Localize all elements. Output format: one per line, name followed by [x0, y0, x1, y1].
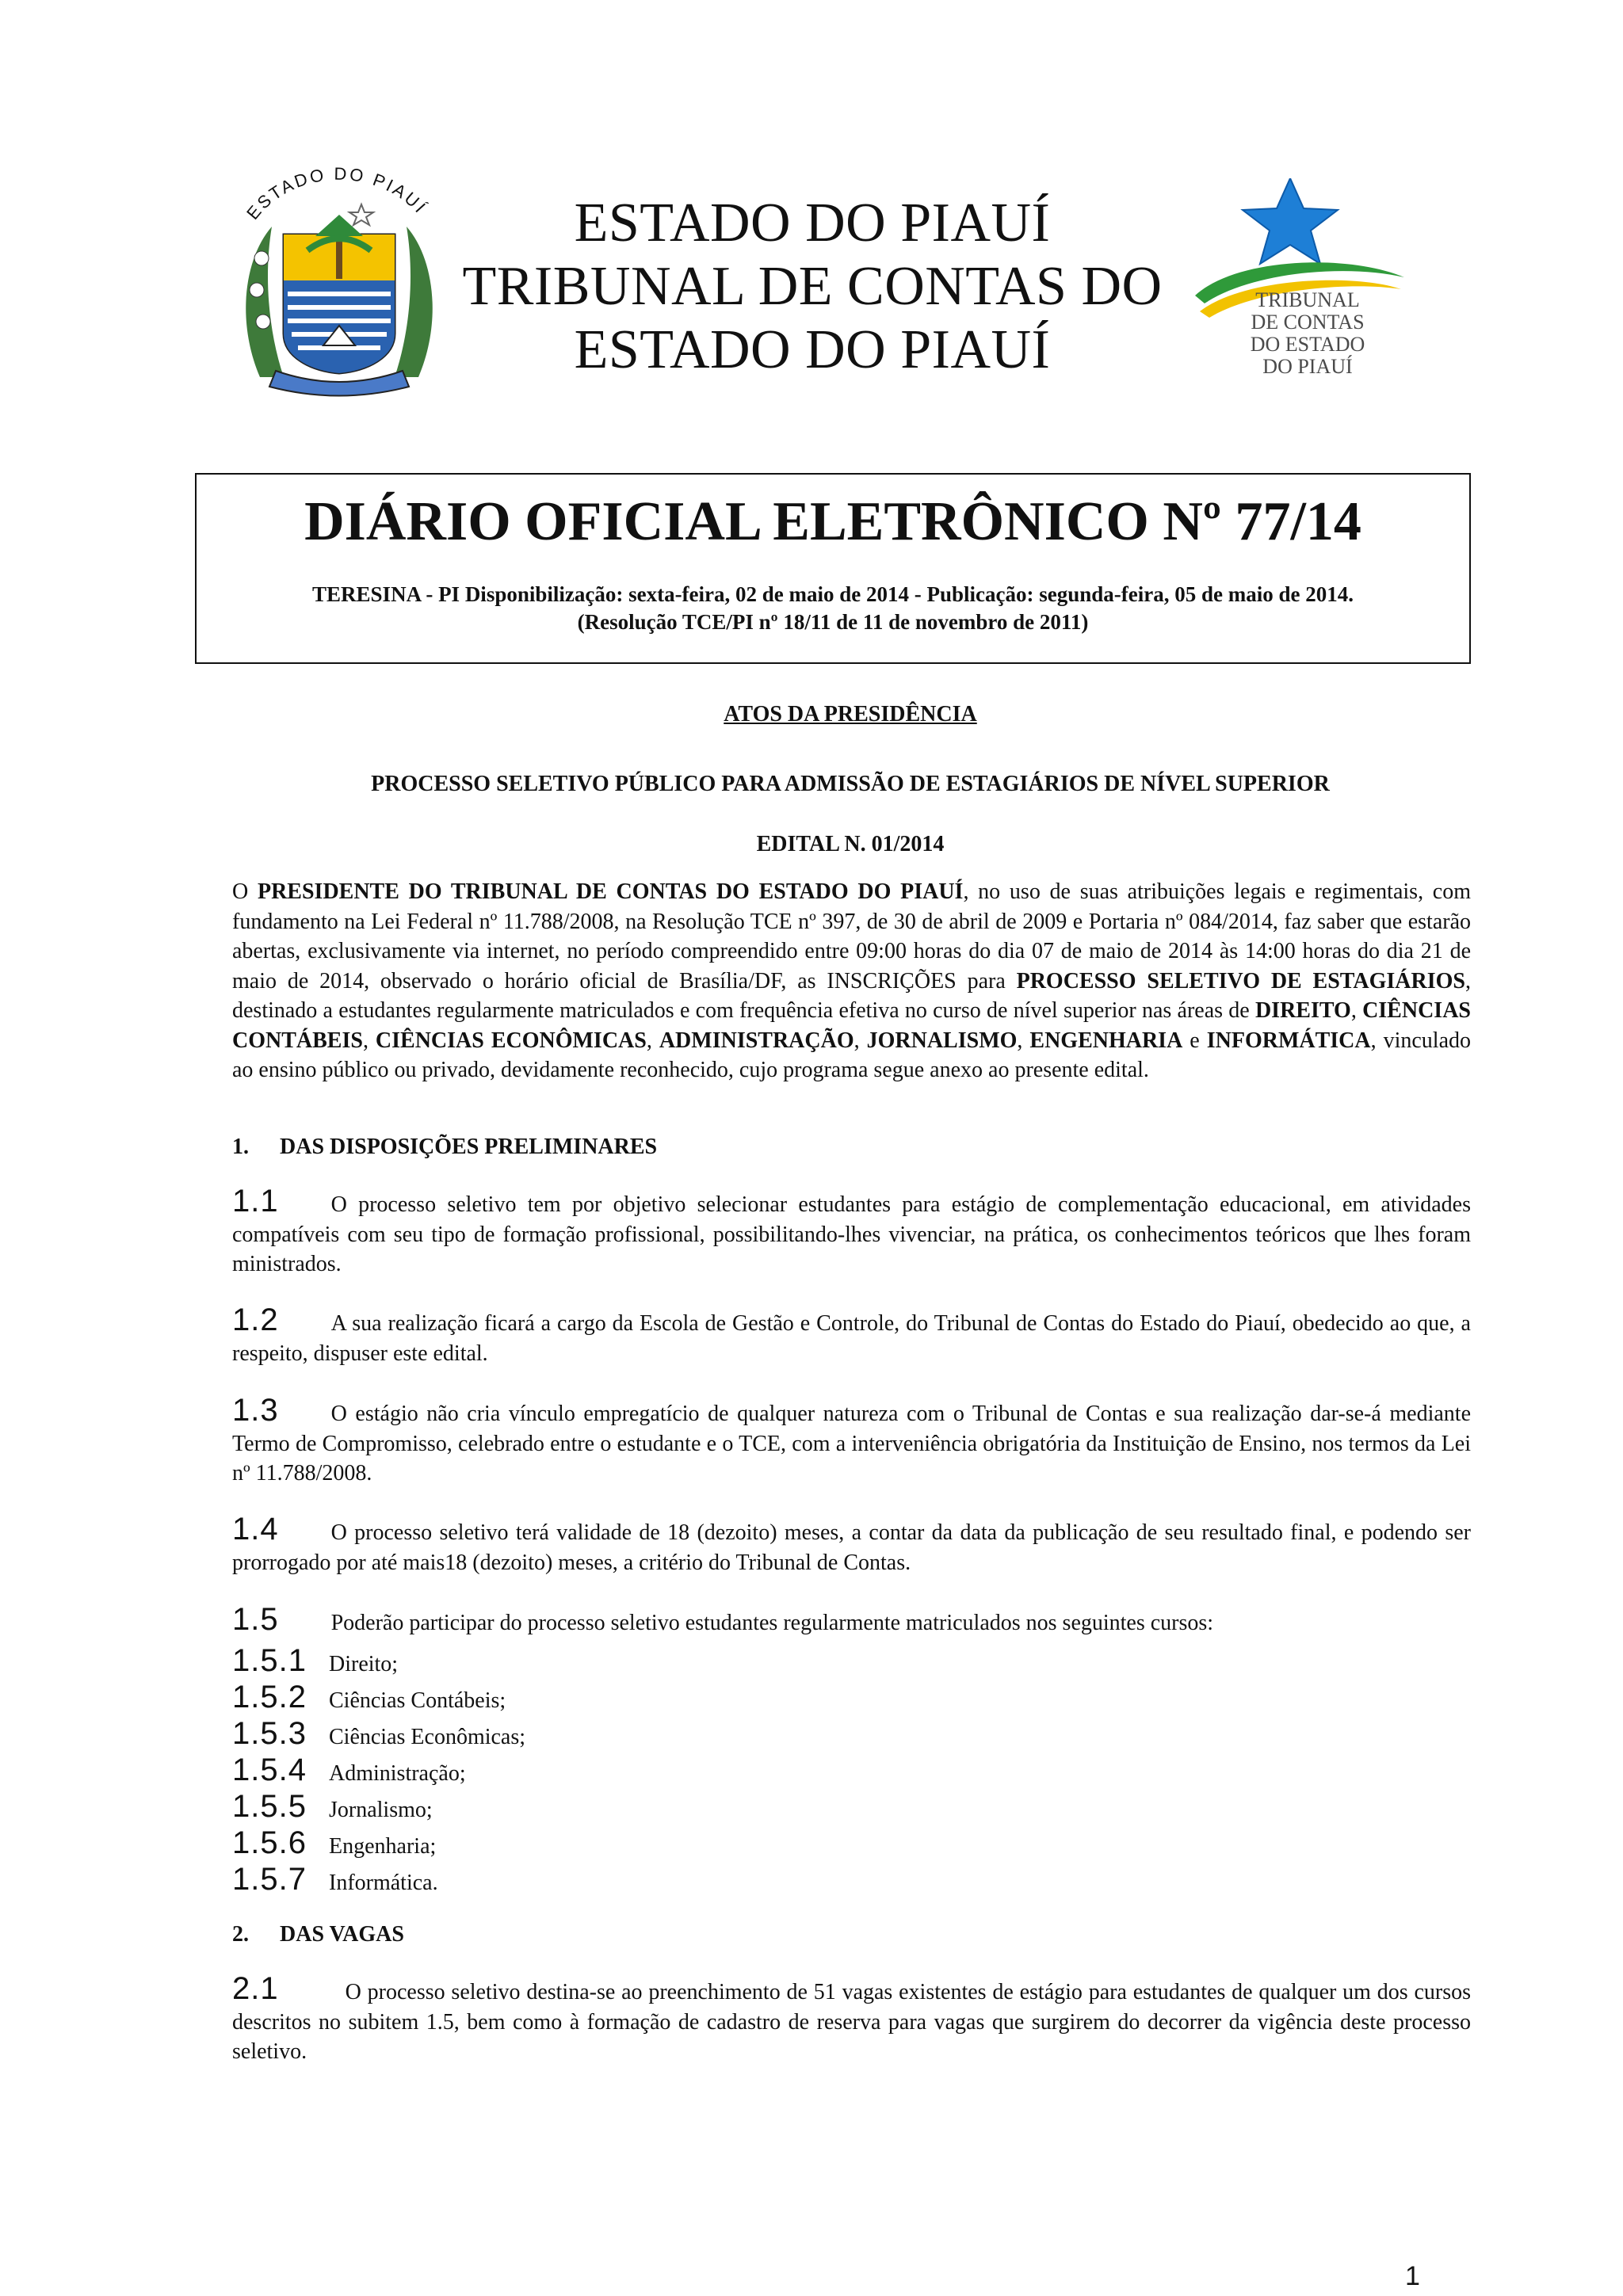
- course-item: 1.5.6 Engenharia;: [232, 1825, 437, 1860]
- course-item: 1.5.1 Direito;: [232, 1643, 399, 1678]
- heading-atos-presidencia: ATOS DA PRESIDÊNCIA: [724, 702, 977, 727]
- course-item: 1.5.3 Ciências Econômicas;: [232, 1716, 526, 1751]
- section-2-heading: 2. DAS VAGAS: [232, 1922, 404, 1947]
- course-item: 1.5.2 Ciências Contábeis;: [232, 1680, 506, 1714]
- tce-logo-line-1: TRIBUNAL: [1255, 288, 1360, 311]
- course-item: 1.5.4 Administração;: [232, 1753, 466, 1787]
- intro-paragraph: O PRESIDENTE DO TRIBUNAL DE CONTAS DO ESTADO DO PIAUÍ, no uso de suas atribuições legais e regimentais, com fundamento na Lei Federal nº 11.788/2008, na Resolução TCE nº 397, de 30 de abril de 2009 e Portaria nº 084/2014, faz saber que estarão abertas, exclusivamente via internet, no período compreendido entre 09:00 horas do dia 07 de maio de 2014 às 14:00 horas do dia 21 de maio de 2014, observado o horário oficial de Brasília/DF, as INSCRIÇÕES para PROCESSO SELETIVO DE ESTAGIÁRIOS, destinado a estudantes regularmente matriculados e com frequência efetiva no curso de nível superior nas áreas de DIREITO, CIÊNCIAS CONTÁBEIS, CIÊNCIAS ECONÔMICAS, ADMINISTRAÇÃO, JORNALISMO, ENGENHARIA e INFORMÁTICA, vinculado ao ensino público ou privado, devidamente reconhecido, cujo programa segue anexo ao presente edital.: [232, 879, 1472, 1082]
- tce-logo-line-4: DO PIAUÍ: [1262, 355, 1353, 378]
- page-number: 1: [1405, 2261, 1420, 2291]
- heading-edital: EDITAL N. 01/2014: [756, 832, 945, 856]
- header-line-state: ESTADO DO PIAUÍ: [574, 193, 1051, 254]
- tce-logo-line-2: DE CONTAS: [1251, 311, 1365, 334]
- title-box: [195, 473, 1471, 664]
- item-2-1: 2.1 O processo seletivo destina-se ao preenchimento de 51 vagas existentes de estágio para estudantes de qualquer um dos cursos descritos no subitem 1.5, bem como à formação de cadastro de reserva para vagas que surgirem do decorrer da vigência deste processo seletivo.: [232, 1971, 1471, 2064]
- tce-logo-line-3: DO ESTADO: [1250, 333, 1365, 356]
- item-1-5: 1.5 Poderão participar do processo seletivo estudantes regularmente matriculados nos seguintes cursos:: [232, 1602, 1214, 1637]
- heading-processo-seletivo: PROCESSO SELETIVO PÚBLICO PARA ADMISSÃO DE ESTAGIÁRIOS DE NÍVEL SUPERIOR: [371, 772, 1330, 796]
- state-coat-of-arms: [228, 163, 450, 401]
- item-1-4: 1.4 O processo seletivo terá validade de 18 (dezoito) meses, a contar da data da publicação de seu resultado final, e podendo ser prorrogado por até mais18 (dezoito) meses, a critério do Tribunal de Contas.: [232, 1512, 1471, 1575]
- section-1-heading: 1. DAS DISPOSIÇÕES PRELIMINARES: [232, 1135, 658, 1159]
- publication-dates: TERESINA - PI Disponibilização: sexta-feira, 02 de maio de 2014 - Publicação: segunda-feira, 05 de maio de 2014.: [312, 582, 1354, 606]
- item-1-2: 1.2 A sua realização ficará a cargo da Escola de Gestão e Controle, do Tribunal de Contas do Estado do Piauí, obedecido ao que, a respeito, dispuser este edital.: [232, 1302, 1471, 1366]
- item-1-3: 1.3 O estágio não cria vínculo empregatício de qualquer natureza com o Tribunal de Contas e sua realização dar-se-á mediante Termo de Compromisso, celebrado entre o estudante e o TCE, com a interveniência obrigatória da Instituição de Ensino, nos termos da Lei nº 11.788/2008.: [232, 1393, 1471, 1486]
- header-line-tribunal: TRIBUNAL DE CONTAS DO: [462, 256, 1163, 317]
- tce-logo: [1189, 178, 1411, 380]
- diario-title: DIÁRIO OFICIAL ELETRÔNICO Nº 77/14: [304, 491, 1361, 552]
- svg-text:ESTADO DO PIAUÍ: [242, 164, 431, 223]
- course-item: 1.5.7 Informática.: [232, 1862, 438, 1897]
- course-item: 1.5.5 Jornalismo;: [232, 1789, 433, 1824]
- resolution-reference: (Resolução TCE/PI nº 18/11 de 11 de novembro de 2011): [577, 610, 1089, 634]
- seal-arc-text: ESTADO DO PIAUÍ: [242, 163, 431, 223]
- item-1-1: 1.1 O processo seletivo tem por objetivo selecionar estudantes para estágio de complementação educacional, em atividades compatíveis com seu tipo de formação profissional, possibilitando-lhes vivenciar, na prática, os conhecimentos teóricos que lhes foram ministrados.: [232, 1184, 1471, 1276]
- header-line-estado: ESTADO DO PIAUÍ: [574, 319, 1051, 380]
